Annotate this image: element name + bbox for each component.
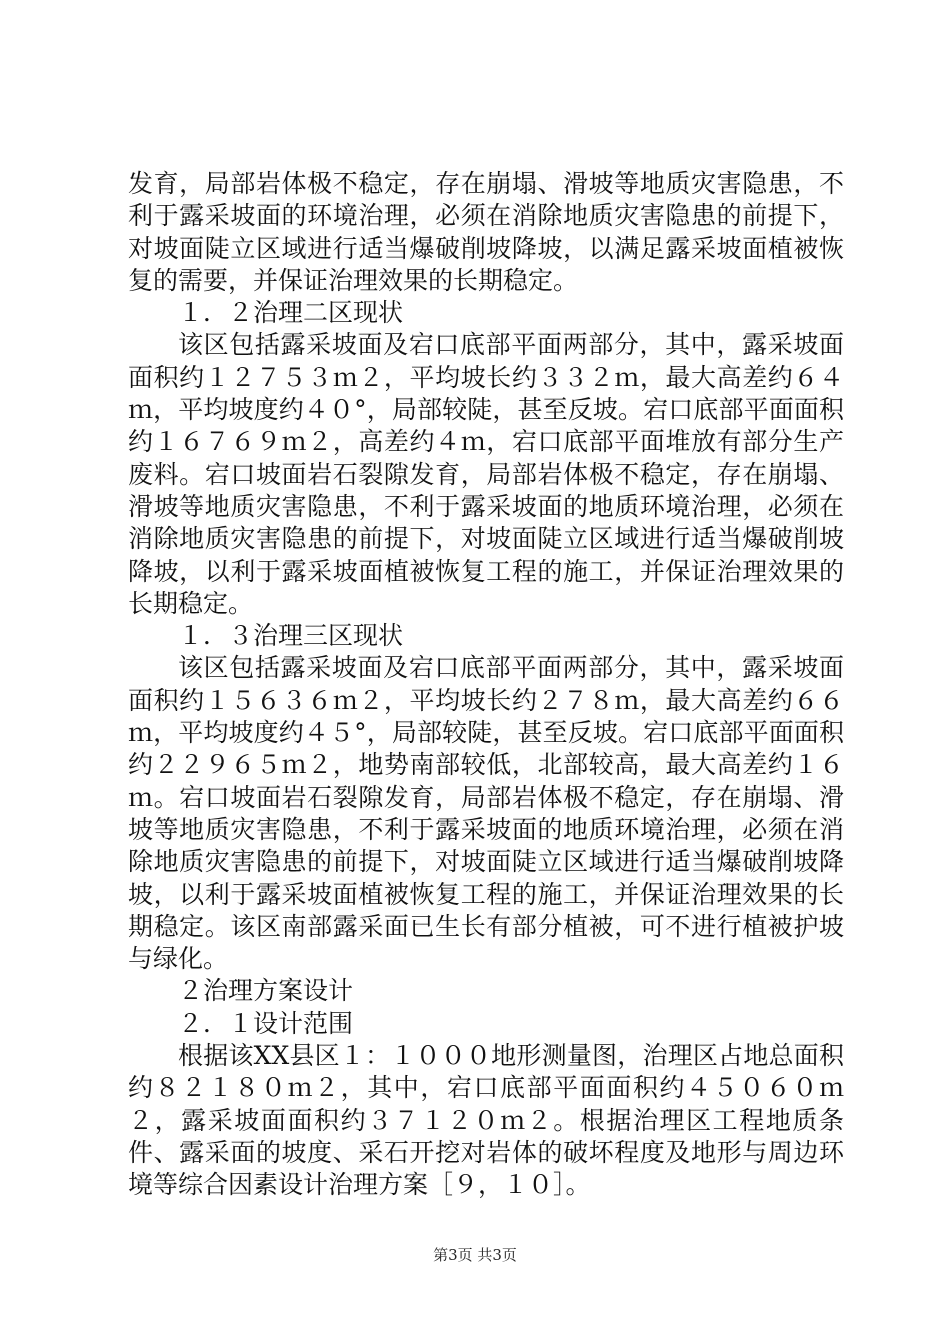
- paragraph-design-scope: 根据该XX县区１：１０００地形测量图，治理区占地总面积约８２１８０ｍ２，其中，宕口底部平面面积约４５０６０ｍ２，露采坡面面积约３７１２０ｍ２。根据治理区工程地质条件、露采面的坡度、采石开挖对岩体的破坏程度及地形与周边环境等综合因素设计治理方案［９，１０］。: [128, 1041, 844, 1200]
- paragraph-continuation: 发育，局部岩体极不稳定，存在崩塌、滑坡等地质灾害隐患，不利于露采坡面的环境治理，必须在消除地质灾害隐患的前提下，对坡面陡立区域进行适当爆破削坡降坡，以满足露采坡面植被恢复的需要，并保证治理效果的长期稳定。: [128, 169, 844, 295]
- paragraph-zone-3-status: 该区包括露采坡面及宕口底部平面两部分，其中，露采坡面面积约１５６３６ｍ２，平均坡长约２７８ｍ，最大高差约６６ｍ，平均坡度约４５°，局部较陡，甚至反坡。宕口底部平面面积约２２９６５ｍ２，地势南部较低，北部较高，最大高差约１６ｍ。宕口坡面岩石裂隙发育，局部岩体极不稳定，存在崩塌、滑坡等地质灾害隐患，不利于露采坡面的地质环境治理，必须在消除地质灾害隐患的前提下，对坡面陡立区域进行适当爆破削坡降坡，以利于露采坡面植被恢复工程的施工，并保证治理效果的长期稳定。该区南部露采面已生长有部分植被，可不进行植被护坡与绿化。: [128, 653, 844, 974]
- section-heading-1-3: １．３治理三区现状: [178, 621, 404, 651]
- section-heading-2: ２治理方案设计: [178, 976, 354, 1006]
- document-body: [128, 168, 844, 1202]
- page-number-footer: 第3页 共3页: [433, 1246, 517, 1264]
- paragraph-zone-2-status: 该区包括露采坡面及宕口底部平面两部分，其中，露采坡面面积约１２７５３ｍ２，平均坡长约３３２ｍ，最大高差约６４ｍ，平均坡度约４０°，局部较陡，甚至反坡。宕口底部平面面积约１６７６９ｍ２，高差约４ｍ，宕口底部平面堆放有部分生产废料。宕口坡面岩石裂隙发育，局部岩体极不稳定，存在崩塌、滑坡等地质灾害隐患，不利于露采坡面的地质环境治理，必须在消除地质灾害隐患的前提下，对坡面陡立区域进行适当爆破削坡降坡，以利于露采坡面植被恢复工程的施工，并保证治理效果的长期稳定。: [128, 330, 844, 618]
- section-heading-2-1: ２．１设计范围: [178, 1008, 354, 1038]
- section-heading-1-2: １．２治理二区现状: [178, 298, 404, 328]
